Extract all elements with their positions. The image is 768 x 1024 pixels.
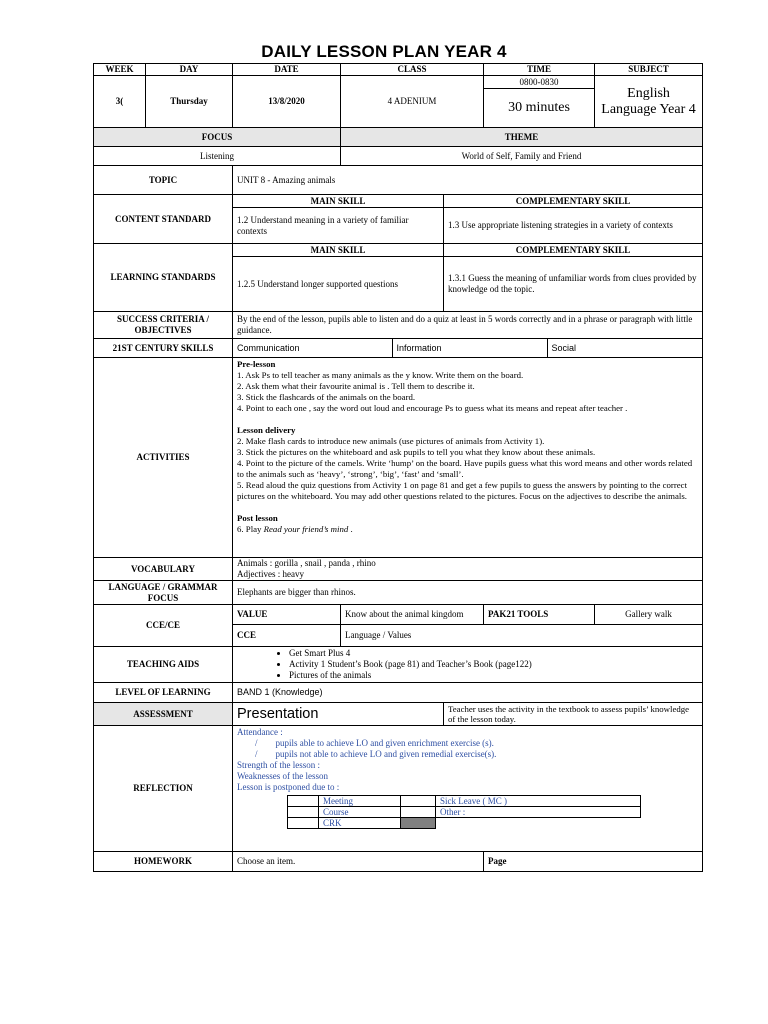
subject-value[interactable]: English Language Year 4 bbox=[595, 76, 703, 128]
time-range[interactable]: 0800-0830 bbox=[484, 77, 594, 89]
reason-crk[interactable]: CRK bbox=[319, 818, 401, 829]
value-label: VALUE bbox=[233, 605, 341, 625]
learning-main-skill[interactable]: 1.2.5 Understand longer supported questions bbox=[233, 257, 444, 312]
focus-theme-labels-row bbox=[94, 128, 703, 147]
post-step-suffix: . bbox=[348, 524, 353, 534]
cce-inner-value[interactable]: Language / Values bbox=[341, 625, 703, 647]
value-value[interactable]: Know about the animal kingdom bbox=[341, 605, 484, 625]
reflection-row bbox=[94, 726, 703, 852]
homework-label: HOMEWORK bbox=[94, 852, 233, 872]
learning-comp-skill[interactable]: 1.3.1 Guess the meaning of unfamiliar words from clues provided by knowledge od the topic. bbox=[444, 257, 703, 312]
skill-information[interactable]: Information bbox=[392, 339, 547, 357]
learning-standards-skill-labels bbox=[94, 244, 703, 257]
reason-meeting[interactable]: Meeting bbox=[319, 796, 401, 807]
theme-label: THEME bbox=[341, 128, 703, 147]
time-duration[interactable]: 30 minutes bbox=[508, 100, 570, 116]
header-labels-row bbox=[94, 64, 703, 76]
postponed: Lesson is postponed due to : bbox=[237, 782, 340, 792]
activities-content[interactable] bbox=[233, 358, 703, 558]
content-standard-skill-labels bbox=[94, 195, 703, 208]
content-standard-label: CONTENT STANDARD bbox=[94, 195, 233, 244]
vocabulary-row bbox=[94, 558, 703, 581]
reason-course-check[interactable] bbox=[401, 807, 436, 818]
lesson-plan-table bbox=[93, 63, 703, 872]
pre-lesson-step: 1. Ask Ps to tell teacher as many animals as the y know. Write them on the board. bbox=[237, 370, 524, 380]
level-row bbox=[94, 683, 703, 703]
pak21-label: PAK21 TOOLS bbox=[484, 605, 595, 625]
teaching-aids-row bbox=[94, 647, 703, 683]
day-value[interactable]: Thursday bbox=[146, 76, 233, 128]
activities-label: ACTIVITIES bbox=[94, 358, 233, 558]
topic-value[interactable]: UNIT 8 - Amazing animals bbox=[233, 166, 703, 195]
topic-label: TOPIC bbox=[94, 166, 233, 195]
learning-main-skill-label: MAIN SKILL bbox=[233, 244, 444, 257]
theme-value[interactable]: World of Self, Family and Friend bbox=[341, 147, 703, 166]
vocabulary-adjectives: Adjectives : heavy bbox=[237, 569, 304, 579]
checkbox-mark: / bbox=[255, 749, 258, 759]
assessment-method[interactable]: Presentation bbox=[233, 703, 444, 726]
date-value[interactable]: 13/8/2020 bbox=[233, 76, 341, 128]
checkbox-mark: / bbox=[255, 738, 258, 748]
teaching-aid-item: • Pictures of the animals bbox=[289, 670, 698, 681]
teaching-aids-label: TEACHING AIDS bbox=[94, 647, 233, 683]
focus-theme-values-row bbox=[94, 147, 703, 166]
skill-social[interactable]: Social bbox=[551, 342, 577, 353]
remedial-text: pupils not able to achieve LO and given remedial exercise(s). bbox=[275, 749, 497, 759]
level-value[interactable]: BAND 1 (Knowledge) bbox=[233, 683, 703, 703]
subject-label: SUBJECT bbox=[595, 64, 703, 76]
delivery-step: 3. Stick the pictures on the whiteboard and ask pupils to tell you what they know about these animals. bbox=[237, 447, 596, 457]
learning-standards-label: LEARNING STANDARDS bbox=[94, 244, 233, 312]
century-skills-label: 21ST CENTURY SKILLS bbox=[94, 339, 233, 358]
grammar-label: LANGUAGE / GRAMMAR FOCUS bbox=[94, 581, 233, 605]
pre-lesson-step: 4. Point to each one , say the word out loud and encourage Ps to guess what its means and repeat after teacher . bbox=[237, 403, 628, 413]
cce-ce-label: CCE/CE bbox=[94, 605, 233, 647]
vocabulary-animals: Animals : gorilla , snail , panda , rhino bbox=[237, 558, 376, 568]
week-value[interactable]: 3( bbox=[94, 76, 146, 128]
post-lesson-step bbox=[237, 524, 698, 535]
topic-row bbox=[94, 166, 703, 195]
content-main-skill-label: MAIN SKILL bbox=[233, 195, 444, 208]
day-label: DAY bbox=[146, 64, 233, 76]
enrichment-text: pupils able to achieve LO and given enrichment exercise (s). bbox=[275, 738, 494, 748]
content-main-skill[interactable]: 1.2 Understand meaning in a variety of familiar contexts bbox=[233, 208, 444, 244]
teaching-aids-value[interactable] bbox=[233, 647, 703, 683]
content-comp-skill[interactable]: 1.3 Use appropriate listening strategies in a variety of contexts bbox=[444, 208, 703, 244]
pre-lesson-step: 2. Ask them what their favourite animal is . Tell them to describe it. bbox=[237, 381, 475, 391]
skill-communication[interactable]: Communication bbox=[233, 339, 392, 357]
weakness: Weaknesses of the lesson bbox=[237, 771, 329, 781]
success-criteria-value[interactable]: By the end of the lesson, pupils able to listen and do a quiz at least in 5 words correctly and in a phrase or paragraph with little guidance. bbox=[233, 312, 703, 339]
grammar-row bbox=[94, 581, 703, 605]
delivery-step: 2. Make flash cards to introduce new animals (use pictures of animals from Activity 1). bbox=[237, 436, 545, 446]
class-label: CLASS bbox=[341, 64, 484, 76]
success-criteria-row bbox=[94, 312, 703, 339]
lesson-delivery-heading: Lesson delivery bbox=[237, 425, 296, 435]
attendance: Attendance : bbox=[237, 727, 283, 737]
header-values-row bbox=[94, 76, 703, 128]
level-label: LEVEL OF LEARNING bbox=[94, 683, 233, 703]
cce-inner-label: CCE bbox=[233, 625, 341, 647]
delivery-step: 4. Point to the picture of the camels. Write ‘hump’ on the board. Have pupils guess what this word means and other words related to the animals such as ‘heavy’, ‘strong’, ‘big’, ‘fast’ and ‘small’. bbox=[237, 458, 693, 479]
assessment-note[interactable]: Teacher uses the activity in the textbook to assess pupils’ knowledge of the lesson today. bbox=[444, 703, 703, 726]
focus-value[interactable]: Listening bbox=[94, 147, 341, 166]
pak21-value[interactable]: Gallery walk bbox=[595, 605, 703, 625]
success-criteria-label: SUCCESS CRITERIA / OBJECTIVES bbox=[94, 312, 233, 339]
post-step-prefix: 6. Play bbox=[237, 524, 264, 534]
vocabulary-label: VOCABULARY bbox=[94, 558, 233, 581]
reflection-label: REFLECTION bbox=[94, 726, 233, 852]
reason-other[interactable]: Other : bbox=[436, 807, 641, 818]
activities-row bbox=[94, 358, 703, 558]
reflection-content[interactable] bbox=[233, 726, 703, 852]
delivery-step: 5. Read aloud the quiz questions from Activity 1 on page 81 and get a few pupils to guess the answers by pointing to the correct pictures on the whiteboard. You may add other questions related to the pictures. Focus on the adjectives to describe the animals. bbox=[237, 480, 688, 501]
class-value[interactable]: 4 ADENIUM bbox=[341, 76, 484, 128]
pre-lesson-heading: Pre-lesson bbox=[237, 359, 276, 369]
strength: Strength of the lesson : bbox=[237, 760, 320, 770]
homework-row bbox=[94, 852, 703, 872]
reason-crk-check[interactable] bbox=[401, 818, 436, 829]
homework-value[interactable]: Choose an item. bbox=[233, 852, 484, 872]
cce-row-1 bbox=[94, 605, 703, 625]
time-cell bbox=[484, 76, 595, 128]
grammar-value[interactable]: Elephants are bigger than rhinos. bbox=[233, 581, 703, 605]
week-label: WEEK bbox=[94, 64, 146, 76]
century-skills-cell bbox=[233, 339, 703, 358]
content-comp-skill-label: COMPLEMENTARY SKILL bbox=[444, 195, 703, 208]
vocabulary-value[interactable] bbox=[233, 558, 703, 581]
reason-sick-leave[interactable]: Sick Leave ( MC ) bbox=[436, 796, 641, 807]
pre-lesson-step: 3. Stick the flashcards of the animals on the board. bbox=[237, 392, 416, 402]
reason-course[interactable]: Course bbox=[319, 807, 401, 818]
focus-label: FOCUS bbox=[94, 128, 341, 147]
page-title: DAILY LESSON PLAN YEAR 4 bbox=[261, 42, 507, 61]
assessment-label: ASSESSMENT bbox=[94, 703, 233, 726]
homework-page[interactable]: Page bbox=[484, 852, 703, 872]
teaching-aid-item: • Get Smart Plus 4 bbox=[289, 648, 698, 659]
time-label: TIME bbox=[484, 64, 595, 76]
assessment-row bbox=[94, 703, 703, 726]
learning-comp-skill-label: COMPLEMENTARY SKILL bbox=[444, 244, 703, 257]
postpone-reasons-table bbox=[287, 795, 641, 829]
reflection-line-enrichment bbox=[237, 738, 698, 749]
date-label: DATE bbox=[233, 64, 341, 76]
reason-meeting-check[interactable] bbox=[401, 796, 436, 807]
century-skills-row bbox=[94, 339, 703, 358]
post-lesson-heading: Post lesson bbox=[237, 513, 278, 523]
teaching-aid-item: • Activity 1 Student’s Book (page 81) and Teacher’s Book (page122) bbox=[289, 659, 698, 670]
reflection-line-remedial bbox=[237, 749, 698, 760]
post-step-game: Read your friend’s mind bbox=[263, 524, 349, 534]
